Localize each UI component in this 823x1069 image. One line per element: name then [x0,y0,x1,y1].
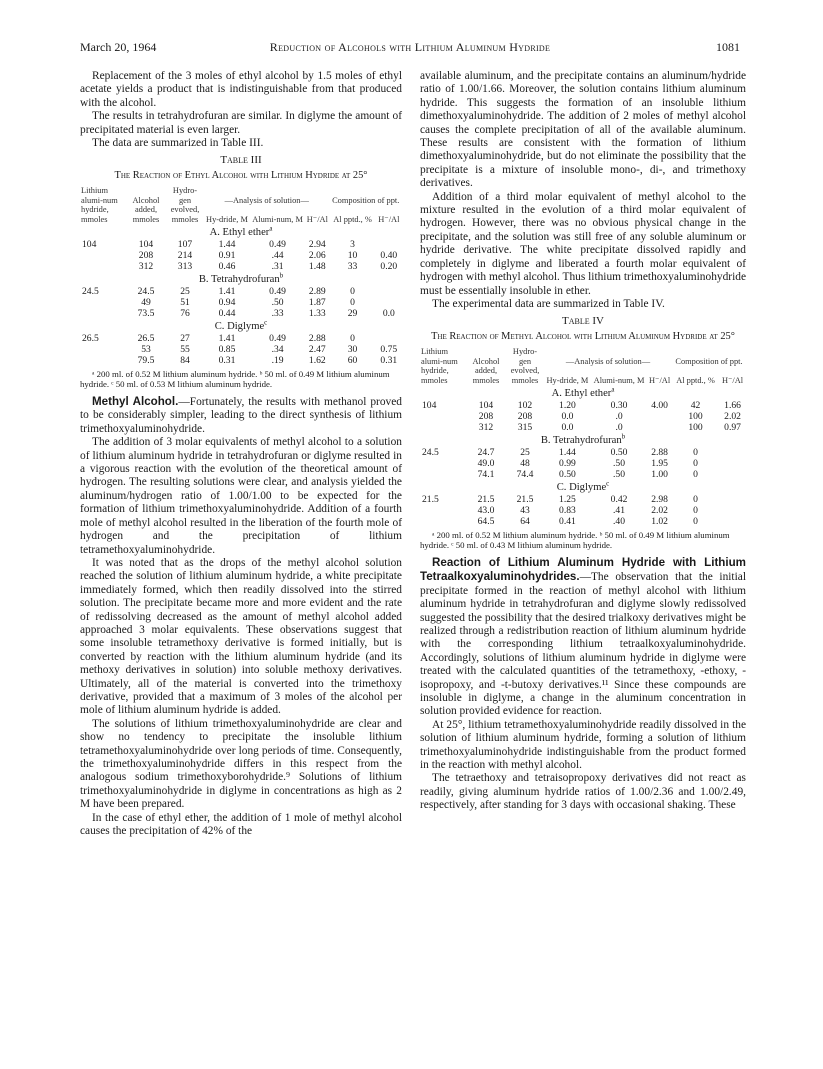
running-head [80,40,740,56]
table-cell: 1.41 [218,332,236,344]
table-cell: 104 [422,399,437,411]
table-cell [420,458,466,469]
table-cell [647,422,672,433]
table-cell: .50 [613,457,626,469]
paragraph: available aluminum, and the precipitate contains an aluminum/hydride ratio of 1.00/1.66. Moreover, the solution contains lithium aluminum hydride. This suggests the formation of an insoluble lithium dimethoxyaluminohydride. The addition of 2 moles of methyl alcohol causes the complete precipitation of all of the available aluminum. These results are consistent with the formation of lithium dimethoxyaluminohydride, but do not eliminate the possibility that the precipitate is a mixture of insoluble mono-, di-, and trimethoxy derivatives. [420,70,746,190]
table-cell [719,505,746,516]
table-cell: 74.4 [516,468,534,480]
table-cell: 0 [350,332,355,344]
table-section-title [420,433,746,447]
table-section-title [420,386,746,400]
table-section-title [420,480,746,494]
table-iii [80,186,402,365]
table-cell: 74.1 [477,468,495,480]
col-header: Al pptd., % [676,375,715,385]
table-cell: 1.95 [651,457,668,469]
table-cell [719,458,746,469]
table-label: Table IV [562,315,604,328]
table-cell: 2.06 [308,249,326,261]
table-cell: 0.50 [610,446,628,458]
table-section-row [420,480,746,494]
table-cell: 21.5 [422,493,439,505]
table-cell: 1.00 [651,468,668,480]
table-cell: 1.62 [308,354,326,366]
table-cell: 2.88 [651,446,668,458]
table-body [420,386,746,527]
col-header: Hy-dride, M [206,215,248,225]
table-cell: 2.88 [308,332,326,344]
running-title: Reduction of Alcohols with Lithium Aluminum Hydride [269,40,551,54]
table-cell: 0.46 [218,260,236,272]
table-cell: 107 [177,238,193,250]
table-row [420,505,746,516]
table-cell [719,516,746,527]
table-body [80,225,402,366]
table-cell: 0.0 [561,410,574,422]
table-cell: 0.91 [218,249,236,261]
col-header: Al pptd., % [333,215,372,225]
section-title-text: A. Ethyl ether [551,387,612,399]
table-cell [80,250,126,261]
col-group-header: —Analysis of solution— [224,195,309,205]
section-heading: Reaction of Lithium Aluminum Hydride with Lithium Tetraalkoxyaluminohydrides. [420,555,746,584]
table-cell: 24.5 [137,285,155,297]
table-cell [80,261,126,272]
table-cell: 33 [347,260,358,272]
paragraph: The tetraethoxy and tetraisopropoxy derivatives did not react as readily, giving aluminum hydride ratios of 1.00/2.36 and 1.00/2.49, respectively, after standing for 3 days with occasional shaking. These [420,772,746,812]
col-header: Alcohol added, mmoles [132,195,160,225]
table-cell: 1.44 [559,446,576,458]
table-cell: 21.5 [516,493,534,505]
table-cell: 53 [141,343,151,355]
table-cell: 0.99 [559,457,576,469]
table-cell: 30 [347,343,358,355]
table-cell: 0.44 [218,307,236,319]
table-row [80,286,402,297]
table-cell [719,447,746,458]
table-cell: 0.20 [380,260,398,272]
table-cell: 43.0 [477,504,495,516]
table-cell: 1.25 [559,493,576,505]
footnote-mark: b [621,431,626,440]
right-column [420,70,746,813]
paragraph: The results in tetrahydrofuran are similar. In diglyme the amount of precipitated material is even larger. [80,110,402,136]
table-cell: 208 [478,410,494,422]
section-title-text: B. Tetrahydrofuran [198,273,280,285]
table-cell: 0.41 [559,515,576,527]
table-cell: 24.7 [477,446,495,458]
table-cell: 0.0 [382,307,395,319]
table-cell: .0 [615,410,623,422]
col-header: Lithium alumi-num hydride, mmoles [81,186,118,225]
table-cell: 0.49 [269,332,286,344]
table-cell: 0 [693,457,698,469]
col-header: H⁻/Al [649,375,671,385]
table-cell: 55 [180,343,190,355]
table-cell [719,469,746,480]
table-cell: 0.85 [218,343,236,355]
table-row [80,308,402,319]
table-cell: 0.30 [610,399,628,411]
table-cell [80,308,126,319]
paragraph: The solutions of lithium trimethoxyaluminohydride are clear and show no tendency to precipitate the insoluble lithium tetramethoxyaluminohydride over long periods of time. Consequently, the trimethoxyaluminohydride differs in this respect from the analogous sodium trimethoxyborohydride.⁹ Solutions of lithium trimethoxyaluminohydride in diglyme in concentrations as high as 2 M have been prepared. [80,717,402,811]
table-cell: 26.5 [82,332,99,344]
section-title-text: A. Ethyl ether [209,226,270,238]
table-cell [80,344,126,355]
table-cell: 4.00 [651,399,668,411]
table-cell: 1.33 [308,307,326,319]
table-cell [376,297,402,308]
table-section-row [80,225,402,239]
col-header: Hydro-gen evolved, mmoles [170,186,200,225]
table-cell: 10 [347,249,358,261]
table-section-row [80,319,402,333]
table-cell [719,494,746,505]
table-cell: 0.83 [559,504,576,516]
table-row [80,250,402,261]
paragraph: In the case of ethyl ether, the addition of 1 mole of methyl alcohol causes the precipitation of 42% of the [80,811,402,838]
table-cell: 0.31 [218,354,236,366]
table-caption: The Reaction of Ethyl Alcohol with Lithium Hydride at 25° [114,169,368,181]
section-title-text: C. Diglyme [214,320,265,332]
paragraph: The addition of 3 molar equivalents of methyl alcohol to a solution of lithium aluminum hydride in tetrahydrofuran or diglyme resulted in a vigorous reaction with the evolution of the theoretical amount of hydrogen. The resulting solutions were clear, and analysis yielded the aluminum/hydrogen ratio of 1.00/1.00 to be expected for the formation of lithium trimethoxyaluminohydride. Addition of a fourth mole of methyl alcohol resulted in the liberation of the fourth mole of hydrogen and the precipitation of lithium tetramethoxyaluminohydride. [80,436,402,556]
table-cell: .34 [271,343,284,355]
col-group-header: Composition of ppt. [675,356,743,366]
table-cell: 104 [138,238,154,250]
table-cell: 104 [82,238,97,250]
table-cell: 48 [520,457,530,469]
table-cell: 2.02 [724,410,741,422]
table-cell: .50 [271,296,284,308]
table-cell: .41 [613,504,626,516]
table-row [80,261,402,272]
table-row [420,411,746,422]
footnote-mark: a [611,384,615,393]
table-section-title [80,272,402,286]
table-row [420,422,746,433]
table-cell: 0.94 [218,296,236,308]
table-cell: 43 [520,504,530,516]
table-cell: 3 [350,238,355,250]
paragraph-text: —The observation that the initial precipitate formed in the reaction of methyl alcohol with lithium aluminum hydride in tetrahydrofuran and diglyme slowly redissolved suggested the possibility that the desired trialkoxy derivatives might be realized through a redistribution reaction of lithium aluminum hydride with the corresponding lithium tetraalkoxyaluminohydride. Accordingly, solutions of lithium aluminum hydride in diglyme were treated with the calculated quantities of the tetramethoxy, -ethoxy, -isopropoxy, and -t-butoxy derivatives.¹¹ Since these compounds are insoluble in diglyme, a change in the aluminum concentration in solution provided evidence for reaction. [420,571,746,718]
table-cell: 1.87 [308,296,326,308]
table-cell: 42 [690,399,701,411]
table-cell: 2.89 [308,285,326,297]
table-cell: 64.5 [477,515,495,527]
table-cell: 0.42 [610,493,628,505]
col-group-header: Composition of ppt. [332,195,400,205]
table-cell: 208 [517,410,533,422]
table-row [420,494,746,505]
table-cell: 21.5 [477,493,495,505]
table-cell: 84 [180,354,190,366]
table-cell: 312 [138,260,154,272]
paragraph: It was noted that as the drops of the methyl alcohol solution reached the solution of lithium aluminum hydride, a white precipitate immediately formed, which then readily dissolved into the stirred solution. The precipitate became more and more evident and the rate of redissolving decreased as the amount of methyl alcohol added approached 3 molar equivalents. These observations suggest that some insoluble tetramethoxy derivative is formed initially, but is converted by reaction with the lithium aluminum hydride (and its methoxy derivatives in solution) into soluble methoxy derivatives. Ultimately, all of the material is converted into the trimethoxy derivative, provided that a maximum of 3 moles of the alcohol per mole of lithium aluminum hydride is added. [80,556,402,717]
col-header: Lithium alumi-num hydride, mmoles [421,347,458,385]
table-row [420,516,746,527]
table-cell: 0 [693,515,698,527]
table-cell: 315 [517,421,533,433]
table-cell: 0.50 [559,468,576,480]
table-cell: .50 [613,468,626,480]
table-cell [420,505,466,516]
table-cell: 79.5 [137,354,155,366]
footnote-mark: c [606,478,610,487]
paragraph: At 25°, lithium tetramethoxyaluminohydride readily dissolved in the solution of lithium aluminum hydride, forming a solution of lithium trimethoxyaluminohydride indistinguishable from the product formed in the reaction with methyl alcohol. [420,718,746,771]
table-cell: 104 [478,399,494,411]
table-cell [376,286,402,297]
table-section-row [80,272,402,286]
table-cell: 0 [693,446,698,458]
left-column [80,70,402,838]
table-cell: 0 [350,296,355,308]
table-cell: 214 [177,249,193,261]
table-footnote: ᵃ 200 ml. of 0.52 M lithium aluminum hydride. ᵇ 50 ml. of 0.49 M lithium aluminum hydride. ᶜ 50 ml. of 0.43 M lithium aluminum hydride. [420,529,730,550]
table-iv [420,347,746,526]
table-cell: 0 [693,504,698,516]
table-row [80,297,402,308]
table-cell: 76 [180,307,190,319]
table-cell: .33 [271,307,284,319]
table-cell [376,239,402,250]
col-header: Hy-dride, M [546,375,589,385]
table-cell: 2.94 [308,238,326,250]
table-cell: 0.49 [269,238,286,250]
col-header: H⁻/Al [306,215,328,225]
table-cell: 1.20 [559,399,576,411]
table-cell: 2.98 [651,493,668,505]
table-cell: 0.97 [724,421,741,433]
table-cell [420,469,466,480]
table-section-title [80,319,402,333]
table-row [80,344,402,355]
issue-date: March 20, 1964 [80,40,157,54]
section-title-text: B. Tetrahydrofuran [540,434,622,446]
col-group-header: —Analysis of solution— [565,356,651,366]
table-cell: 1.66 [724,399,741,411]
table-cell: 100 [688,421,703,433]
col-header: H⁻/Al [721,375,744,385]
table-cell: 51 [180,296,190,308]
table-cell: 25 [520,446,530,458]
col-header: H⁻/Al [378,215,400,225]
table-row [80,239,402,250]
table-cell: 2.02 [651,504,668,516]
table-section-row [420,386,746,400]
table-cell: 0.0 [561,421,574,433]
table-cell [420,411,466,422]
col-header: Alumi-num, M [593,375,645,385]
table-cell: 0.31 [380,354,398,366]
table-cell [80,297,126,308]
table-cell: .0 [615,421,623,433]
table-cell [647,411,672,422]
table-cell: 26.5 [137,332,155,344]
table-label: Table III [220,154,262,167]
col-header: Alcohol added, mmoles [472,356,500,385]
table-cell: 64 [520,515,530,527]
table-cell: 0.75 [380,343,398,355]
table-cell [420,516,466,527]
table-cell: 0.40 [380,249,398,261]
section-title-text: C. Diglyme [556,481,607,493]
paragraph: Replacement of the 3 moles of ethyl alcohol by 1.5 moles of ethyl acetate yields a product that is indistinguishable from that produced with the alcohol. [80,70,402,109]
table-cell: 25 [180,285,190,297]
col-header: Hydro-gen evolved, mmoles [510,347,540,385]
paragraph-text: —Fortunately, the results with methanol proved to be considerably simpler, leading to the direct synthesis of lithium trimethoxyaluminohydride. [80,396,402,435]
table-cell: .31 [271,260,284,272]
table-cell: .44 [271,249,284,261]
table-cell: .40 [613,515,626,527]
table-cell: 100 [688,410,703,422]
page-number: 1081 [716,40,740,54]
table-cell: 312 [478,421,494,433]
section-heading: Methyl Alcohol. [92,395,179,409]
table-cell [420,422,466,433]
table-row [420,469,746,480]
col-header: Alumi-num, M [252,215,303,225]
table-cell: 1.48 [308,260,326,272]
table-cell [376,333,402,344]
table-cell: 49.0 [477,457,495,469]
table-cell: 1.44 [218,238,236,250]
table-row [420,447,746,458]
table-footnote: ᵃ 200 ml. of 0.52 M lithium aluminum hydride. ᵇ 50 ml. of 0.49 M lithium aluminum hydride. ᶜ 50 ml. of 0.53 M lithium aluminum hydride. [80,368,390,389]
table-cell: 1.41 [218,285,236,297]
paragraph: Addition of a third molar equivalent of methyl alcohol to the mixture resulted in the evolution of a third molar equivalent of hydrogen. However, there was no obvious physical change in the precipitate, and the solution was still free of any soluble aluminum or hydride derivative. The white precipitate dissolved rapidly and completely in diglyme and liberated a fourth molar equivalent of hydrogen with methyl alcohol. Thus lithium trimethoxyaluminohydride must be essentially insoluble in ether. [420,190,746,297]
footnote-mark: a [269,224,273,233]
table-cell: 60 [347,354,358,366]
table-cell: .19 [271,354,284,366]
table-caption: The Reaction of Methyl Alcohol with Lithium Aluminum Hydride at 25° [431,330,735,342]
table-cell: 102 [517,399,533,411]
table-section-title [80,225,402,239]
table-cell: 27 [180,332,190,344]
table-cell: 2.47 [308,343,326,355]
table-cell: 0 [693,468,698,480]
table-row [80,333,402,344]
table-cell: 0 [350,285,355,297]
table-row [420,400,746,411]
table-cell [80,355,126,366]
table-cell: 1.02 [651,515,668,527]
table-cell: 24.5 [422,446,439,458]
paragraph: The experimental data are summarized in Table IV. [432,297,665,310]
table-row [420,458,746,469]
table-cell: 24.5 [82,285,99,297]
table-cell: 313 [177,260,193,272]
table-cell: 73.5 [137,307,155,319]
paragraph: The data are summarized in Table III. [92,137,264,150]
table-section-row [420,433,746,447]
table-cell: 208 [138,249,154,261]
footnote-mark: c [264,318,268,327]
footnote-mark: b [279,271,284,280]
table-cell: 49 [141,296,151,308]
table-cell: 29 [347,307,358,319]
table-cell: 0 [693,493,698,505]
table-row [80,355,402,366]
table-cell: 0.49 [269,285,286,297]
